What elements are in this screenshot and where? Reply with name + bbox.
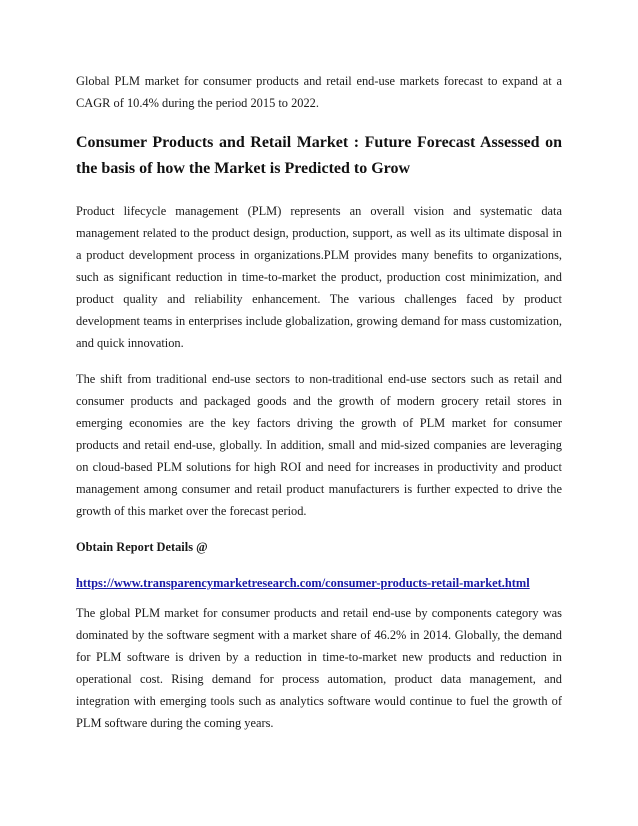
report-link[interactable]: https://www.transparencymarketresearch.com/consumer-products-retail-market.html (76, 576, 530, 590)
intro-paragraph: Global PLM market for consumer products and retail end-use markets forecast to expand at a CAGR of 10.4% during the period 2015 to 2022. (76, 74, 562, 110)
section-heading: Consumer Products and Retail Market : Future Forecast Assessed on the basis of how the Market is Predicted to Grow (76, 134, 562, 177)
body-paragraph-1: Product lifecycle management (PLM) represents an overall vision and systematic data management related to the product design, production, support, as well as its ultimate disposal in a product development process in organizations.PLM provides many benefits to organizations, such as significant reduction in time-to-market the product, production cost minimization, and product quality and reliability enhancement. The various challenges faced by product development teams in enterprises include globalization, growing demand for mass customization, and quick innovation. (76, 204, 562, 350)
obtain-report-label: Obtain Report Details @ (76, 540, 208, 554)
body-paragraph-2: The shift from traditional end-use sectors to non-traditional end-use sectors such as retail and consumer products and packaged goods and the growth of modern grocery retail stores in emerging economies are the key factors driving the growth of PLM market for consumer products and retail end-use, globally. In addition, small and mid-sized companies are leveraging on cloud-based PLM solutions for high ROI and need for increases in productivity and product management among consumer and retail product manufacturers is further expected to drive the growth of this market over the forecast period. (76, 372, 562, 518)
closing-paragraph: The global PLM market for consumer products and retail end-use by components category was dominated by the software segment with a market share of 46.2% in 2014. Globally, the demand for PLM software is driven by a reduction in time-to-market new products and reduction in operational cost. Rising demand for process automation, product data management, and integration with emerging tools such as analytics software would continue to fuel the growth of PLM software during the coming years. (76, 606, 562, 730)
document-page (76, 70, 562, 748)
report-link-line (76, 572, 562, 594)
